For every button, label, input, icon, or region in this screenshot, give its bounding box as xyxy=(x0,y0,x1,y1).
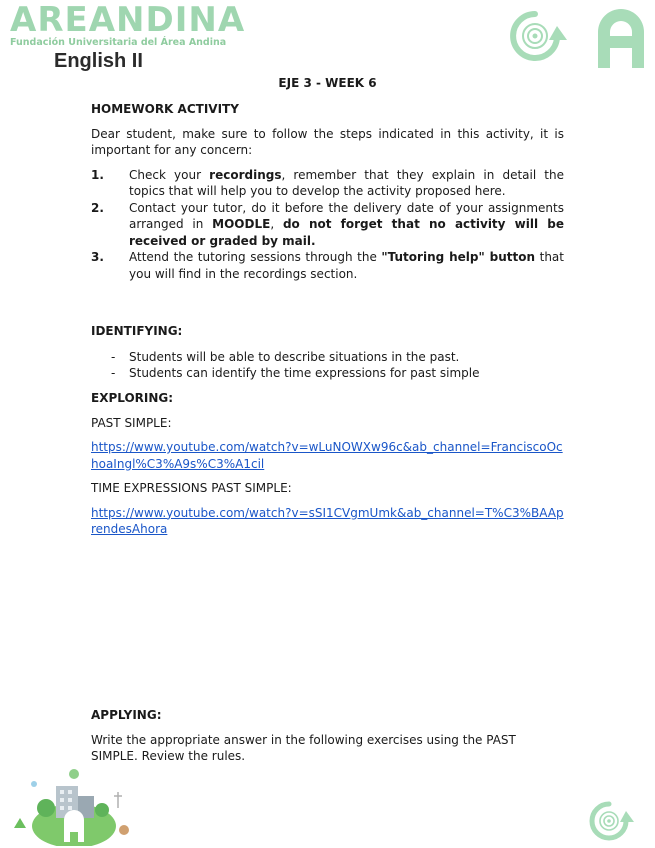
homework-section xyxy=(91,101,564,282)
brand-name: AREANDINA xyxy=(10,0,246,40)
step-bold-text: recordings xyxy=(209,167,282,182)
fingerprint-cycle-icon xyxy=(505,8,577,64)
identifying-title: IDENTIFYING: xyxy=(91,324,183,338)
step-text-cont: , xyxy=(270,217,283,231)
step-number: 1. xyxy=(91,167,104,182)
exploring-title: EXPLORING: xyxy=(91,391,174,405)
homework-title: HOMEWORK ACTIVITY xyxy=(91,102,239,116)
step-bold-text: MOODLE xyxy=(212,217,271,231)
dash-bullet-icon: - xyxy=(111,349,116,364)
step-bold-note: do not forget that no activity will be received or graded by mail. xyxy=(129,217,565,248)
past-simple-video-link[interactable]: https://www.youtube.com/watch?v=wLuNOWXw96c&ab_channel=FranciscoOchoaIngl%C3%A9s%C3%A1cil xyxy=(91,440,563,471)
step-text: Contact your tutor, do it before the delivery date of your assignments arranged in xyxy=(129,200,564,231)
step-number: 2. xyxy=(91,200,104,215)
homework-steps xyxy=(91,167,564,283)
identifying-item-text: Students will be able to describe situations in the past. xyxy=(129,349,460,364)
step-text: Attend the tutoring sessions through the xyxy=(129,250,382,264)
exploring-section xyxy=(91,390,564,538)
identifying-item xyxy=(91,349,564,366)
applying-title: APPLYING: xyxy=(91,708,162,722)
time-expressions-video-link[interactable]: https://www.youtube.com/watch?v=sSI1CVgmUmk&ab_channel=T%C3%BAAprendesAhora xyxy=(91,505,564,536)
step-bold-text: "Tutoring help" button xyxy=(381,250,536,264)
identifying-item-text: Students can identify the time expressions for past simple xyxy=(129,366,480,380)
a-letter-logo-icon xyxy=(590,4,652,70)
homework-step xyxy=(91,200,564,250)
identifying-item xyxy=(91,365,564,382)
homework-intro: Dear student, make sure to follow the steps indicated in this activity, it is important for any concern: xyxy=(91,126,564,157)
step-text-cont: that you will find in the recordings section. xyxy=(129,250,564,281)
homework-step xyxy=(91,249,564,282)
dash-bullet-icon: - xyxy=(111,366,116,380)
brand-subtitle: Fundación Universitaria del Área Andina xyxy=(10,37,227,48)
applying-text: Write the appropriate answer in the following exercises using the PAST SIMPLE. Review the rules. xyxy=(91,732,516,763)
applying-section xyxy=(91,707,564,765)
fingerprint-cycle-footer-icon xyxy=(587,800,637,844)
step-text-cont: , remember that they explain in detail the topics that will help you to develop the activity proposed here. xyxy=(129,167,565,198)
week-label: EJE 3 - WEEK 6 xyxy=(278,76,377,90)
step-number: 3. xyxy=(91,250,104,264)
course-title: English II xyxy=(54,50,143,72)
identifying-section xyxy=(91,323,564,382)
areandina-logo xyxy=(10,0,246,48)
campus-illustration-icon xyxy=(6,768,141,846)
homework-step xyxy=(91,167,564,200)
past-simple-label: PAST SIMPLE: xyxy=(91,415,172,430)
time-expressions-label: TIME EXPRESSIONS PAST SIMPLE: xyxy=(91,481,292,495)
identifying-list xyxy=(91,349,564,382)
step-text: Check your xyxy=(129,167,210,182)
